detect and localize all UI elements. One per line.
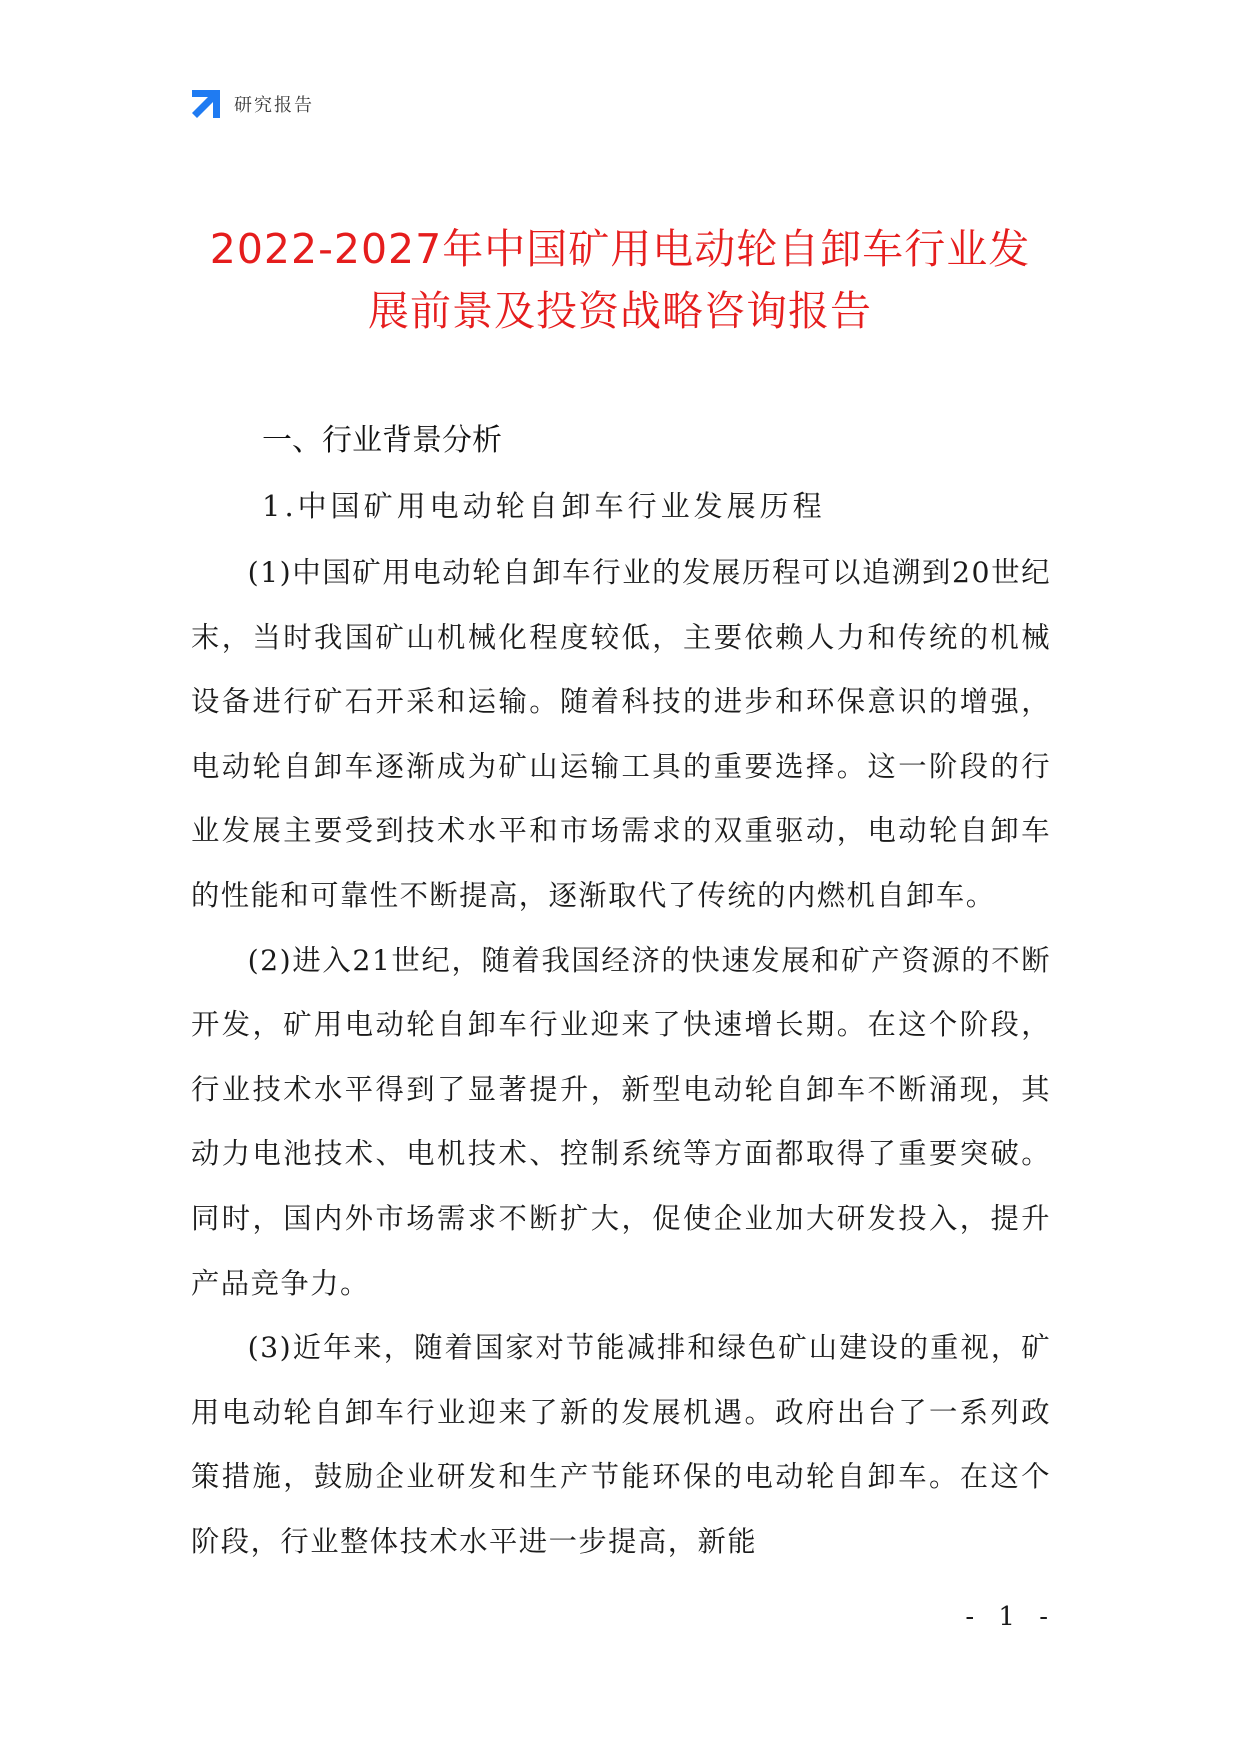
title-line-1: 2022-2027年中国矿用电动轮自卸车行业发 (209, 225, 1031, 273)
body-text (191, 541, 1051, 1575)
section-heading: 一、行业背景分析 (262, 423, 502, 458)
report-title (180, 218, 1060, 342)
paragraph-1: (1)中国矿用电动轮自卸车行业的发展历程可以追溯到20世纪末，当时我国矿山机械化程度较低，主要依赖人力和传统的机械设备进行矿石开采和运输。随着科技的进步和环保意识的增强，电动轮自卸车逐渐成为矿山运输工具的重要选择。这一阶段的行业发展主要受到技术水平和市场需求的双重驱动，电动轮自卸车的性能和可靠性不断提高，逐渐取代了传统的内燃机自卸车。 (191, 556, 1051, 912)
title-line-2: 展前景及投资战略咨询报告 (368, 287, 872, 335)
section-subheading: 1.中国矿用电动轮自卸车行业发展历程 (262, 489, 826, 523)
diagonal-arrow-logo-icon (190, 88, 222, 120)
paragraph-2: (2)进入21世纪，随着我国经济的快速发展和矿产资源的不断开发，矿用电动轮自卸车行业迎来了快速增长期。在这个阶段，行业技术水平得到了显著提升，新型电动轮自卸车不断涌现，其动力电池技术、电机技术、控制系统等方面都取得了重要突破。同时，国内外市场需求不断扩大，促使企业加大研发投入，提升产品竞争力。 (191, 943, 1051, 1300)
header-label: 研究报告 (234, 95, 314, 116)
paragraph-3: (3)近年来，随着国家对节能减排和绿色矿山建设的重视，矿用电动轮自卸车行业迎来了新的发展机遇。政府出台了一系列政策措施，鼓励企业研发和生产节能环保的电动轮自卸车。在这个阶段，行业整体技术水平进一步提高，新能 (191, 1331, 1051, 1558)
report-header (190, 88, 314, 120)
page-number: - 1 - (965, 1602, 1056, 1632)
